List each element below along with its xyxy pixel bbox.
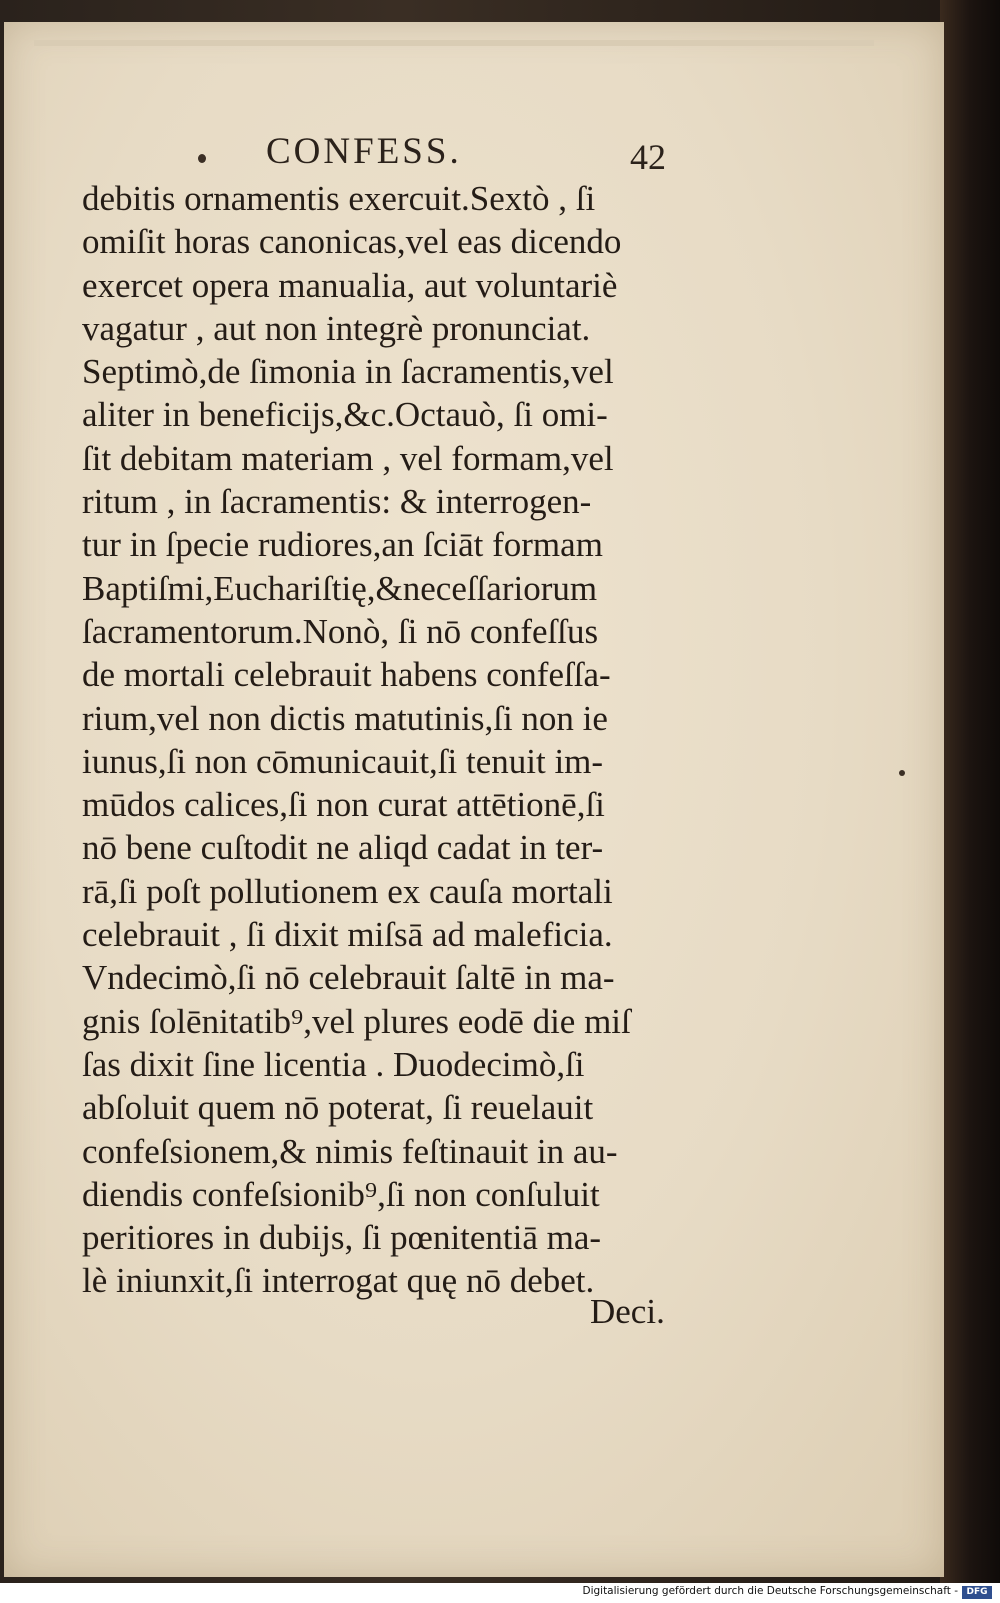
ink-spot: [899, 770, 905, 776]
text-line: Vndecimò,ſi nō celebrauit ſaltē in ma-: [82, 958, 615, 998]
dfg-logo-icon: DFG: [962, 1586, 992, 1599]
text-line: ſas dixit ſine licentia . Duodecimò,ſi: [82, 1044, 585, 1084]
text-line: ſit debitam materiam , vel formam,vel: [82, 438, 614, 478]
footer-credit: Digitalisierung gefördert durch die Deutsche Forschungsgemeinschaft -: [582, 1585, 958, 1597]
text-line: ſacramentorum.Nonò, ſi nō confeſſus: [82, 611, 599, 651]
text-line: tur in ſpecie rudiores,an ſciāt formam: [82, 525, 603, 565]
running-head-title: CONFESS.: [266, 131, 462, 172]
catchword: Deci.: [590, 1292, 665, 1331]
text-line: iunus,ſi non cōmunicauit,ſi tenuit im-: [82, 741, 604, 781]
text-line: peritiores in dubijs, ſi pœnitentiā ma-: [82, 1218, 602, 1258]
text-line: mūdos calices,ſi non curat attētionē,ſi: [82, 785, 605, 825]
text-line: rā,ſi poſt pollutionem ex cauſa mortali: [82, 871, 613, 911]
running-head: [4, 130, 944, 180]
page-edge: [34, 40, 874, 46]
text-line: diendis confeſsionib⁹,ſi non conſuluit: [82, 1174, 600, 1214]
page-number: 42: [630, 137, 666, 177]
text-line: ritum , in ſacramentis: & interrogen-: [82, 482, 592, 522]
text-line: aliter in beneficijs,&c.Octauò, ſi omi-: [82, 395, 608, 435]
text-line: Septimò,de ſimonia in ſacramentis,vel: [82, 352, 614, 392]
ink-spot: [198, 154, 206, 163]
text-line: omiſit horas canonicas,vel eas dicendo: [82, 222, 622, 262]
text-line: gnis ſolēnitatib⁹,vel plures eodē die miſ: [82, 1001, 631, 1041]
text-line: Baptiſmi,Euchariſtię,&neceſſariorum: [82, 568, 598, 608]
book-edge: [940, 0, 1000, 1583]
text-line: vagatur , aut non integrè pronunciat.: [82, 308, 591, 348]
body-text: [82, 177, 702, 1303]
text-line: exercet opera manualia, aut voluntariè: [82, 265, 618, 305]
text-line: celebrauit , ſi dixit miſsā ad maleficia.: [82, 915, 613, 955]
text-line: abſoluit quem nō poterat, ſi reuelauit: [82, 1088, 594, 1128]
text-line: lè iniunxit,ſi interrogat quę nō debet.: [82, 1261, 595, 1301]
text-line: nō bene cuſtodit ne aliqd cadat in ter-: [82, 828, 604, 868]
text-line: debitis ornamentis exercuit.Sextò , ſi: [82, 179, 596, 218]
text-line: rium,vel non dictis matutinis,ſi non ie: [82, 698, 608, 738]
book-page: [4, 22, 944, 1577]
digitization-footer: [0, 1583, 1000, 1603]
text-line: de mortali celebrauit habens confeſſa-: [82, 655, 611, 695]
text-line: confeſsionem,& nimis feſtinauit in au-: [82, 1131, 618, 1171]
